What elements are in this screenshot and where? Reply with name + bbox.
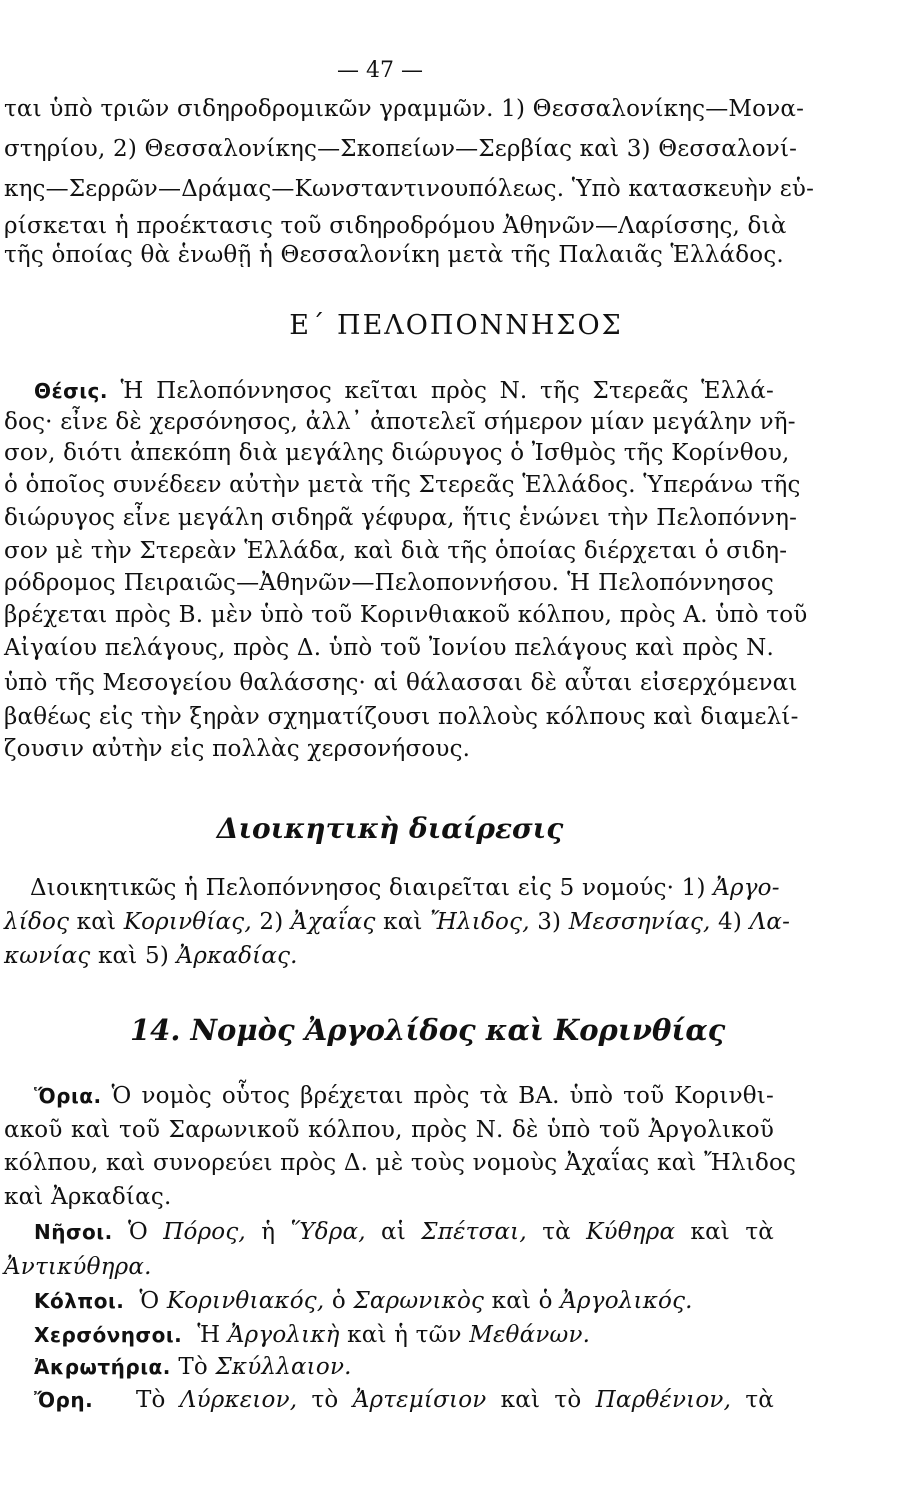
paragraph-label: Θέσις. bbox=[34, 379, 108, 403]
text-line: Αἰγαίου πελάγους, πρὸς Δ. ὑπὸ τοῦ Ἰονίου πελάγους καὶ πρὸς Ν. bbox=[4, 635, 774, 661]
text-span: Μεσσηνίας, bbox=[568, 909, 711, 935]
text-span: Ἀρκαδίας. bbox=[176, 943, 298, 969]
text-line bbox=[30, 873, 780, 903]
paragraph-label: Χερσόνησοι. bbox=[34, 1323, 183, 1347]
paragraph-label: Ὄρη. bbox=[34, 1388, 94, 1412]
text-line: ται ὑπὸ τριῶν σιδηροδρομικῶν γραμμῶν. 1) Θεσσαλονίκης—Μονα- bbox=[4, 96, 805, 122]
text-span: καὶ bbox=[69, 909, 124, 935]
text-span: Ἀργολικός. bbox=[560, 1288, 693, 1314]
text-span: Ἀντικύθηρα. bbox=[4, 1254, 152, 1280]
text-line: σον, διότι ἀπεκόπη διὰ μεγάλης διώρυγος ὁ Ἰσθμὸς τῆς Κορίνθου, bbox=[4, 440, 790, 466]
text-span: Σκύλλαιον. bbox=[215, 1354, 352, 1380]
text-span: Κορινθιακός, bbox=[166, 1288, 325, 1314]
text-line: ὁ ὁποῖος συνέδεεν αὐτὴν μετὰ τῆς Στερεᾶς Ἑλλάδος. Ὑπεράνω τῆς bbox=[4, 472, 801, 498]
text-line bbox=[4, 1385, 774, 1415]
text-span: καὶ τὰ bbox=[675, 1219, 774, 1245]
text-line: ρίσκεται ἡ προέκτασις τοῦ σιδηροδρόμου Ἀθηνῶν—Λαρίσσης, διὰ bbox=[4, 213, 787, 239]
text-span: καὶ τὸ bbox=[486, 1387, 596, 1413]
text-span: τὰ bbox=[731, 1387, 775, 1413]
text-line: ακοῦ καὶ τοῦ Σαρωνικοῦ κόλπου, πρὸς Ν. δὲ ὑπὸ τοῦ Ἀργολικοῦ bbox=[4, 1117, 774, 1143]
text-line: βρέχεται πρὸς Β. μὲν ὑπὸ τοῦ Κορινθιακοῦ κόλπου, πρὸς Α. ὑπὸ τοῦ bbox=[4, 602, 808, 628]
text-line: καὶ Ἀρκαδίας. bbox=[4, 1184, 172, 1210]
text-span: ἡ bbox=[245, 1219, 291, 1245]
nomos-title: 14. Νομὸς Ἀργολίδος καὶ Κορινθίας bbox=[130, 1013, 726, 1047]
text-span: Ἤλιδος, bbox=[430, 909, 530, 935]
text-line: κόλπου, καὶ συνορεύει πρὸς Δ. μὲ τοὺς νομοὺς Ἀχαΐας καὶ Ἤλιδος bbox=[4, 1150, 797, 1176]
text-span: Πόρος, bbox=[163, 1219, 246, 1245]
text-span: 4) bbox=[710, 909, 750, 935]
text-span: Ἀργο- bbox=[713, 875, 780, 901]
text-span: Κύθηρα bbox=[586, 1219, 676, 1245]
text-span: Ὕδρα, bbox=[290, 1219, 366, 1245]
admin-division-title: Διοικητικὴ διαίρεσις bbox=[216, 812, 564, 845]
text-span: Διοικητικῶς ἡ Πελοπόννησος διαιρεῖται εἰς 5 νομούς· 1) bbox=[30, 875, 714, 901]
text-line bbox=[4, 941, 774, 971]
text-span: Παρθένιον, bbox=[595, 1387, 732, 1413]
text-line bbox=[4, 1320, 774, 1350]
text-span: Σαρωνικὸς bbox=[353, 1288, 485, 1314]
text-span: κωνίας bbox=[4, 943, 91, 969]
text-line: τῆς ὁποίας θὰ ἑνωθῇ ἡ Θεσσαλονίκη μετὰ τῆς Παλαιᾶς Ἑλλάδος. bbox=[4, 242, 784, 268]
text-line bbox=[4, 907, 791, 937]
text-line: ρόδρομος Πειραιῶς—Ἀθηνῶν—Πελοποννήσου. Ἡ Πελοπόννησος bbox=[4, 570, 774, 596]
text-span: Ἀργολικὴ bbox=[227, 1322, 340, 1348]
text-span: τὸ bbox=[297, 1387, 353, 1413]
paragraph-label: Ὅρια. bbox=[34, 1084, 102, 1108]
text-span: Ὁ bbox=[128, 1219, 164, 1245]
text-span: Ὁ bbox=[139, 1288, 167, 1314]
text-line bbox=[4, 1286, 774, 1316]
text-span: Μεθάνων. bbox=[469, 1322, 591, 1348]
text-span: Τὸ bbox=[135, 1387, 180, 1413]
text-span: 3) bbox=[529, 909, 569, 935]
text-line: σον μὲ τὴν Στερεὰν Ἑλλάδα, καὶ διὰ τῆς ὁποίας διέρχεται ὁ σιδη- bbox=[4, 538, 788, 564]
text-line: ὑπὸ τῆς Μεσογείου θαλάσσης· αἱ θάλασσαι δὲ αὗται εἰσερχόμεναι bbox=[4, 670, 798, 696]
text-span: τὰ bbox=[526, 1219, 587, 1245]
text-line bbox=[4, 376, 774, 406]
text-line bbox=[4, 1352, 774, 1382]
text-line bbox=[4, 1081, 774, 1111]
text-line bbox=[4, 1252, 774, 1282]
text-line: ζουσιν αὐτὴν εἰς πολλὰς χερσονήσους. bbox=[4, 736, 471, 762]
page-number: — 47 — bbox=[337, 58, 423, 83]
paragraph-label: Νῆσοι. bbox=[34, 1220, 113, 1244]
text-span: καὶ 5) bbox=[90, 943, 177, 969]
text-span: καὶ ἡ τῶν bbox=[339, 1322, 470, 1348]
text-span: Ἡ Πελοπόννησος κεῖται πρὸς Ν. τῆς Στερεᾶς Ἑλλά- bbox=[120, 378, 774, 404]
text-span: Ἀχαΐας bbox=[290, 909, 376, 935]
text-span: αἱ bbox=[365, 1219, 422, 1245]
text-line: κης—Σερρῶν—Δράμας—Κωνσταντινουπόλεως. Ὑπὸ κατασκευὴν εὑ- bbox=[4, 176, 815, 202]
text-line: βαθέως εἰς τὴν ξηρὰν σχηματίζουσι πολλοὺς κόλπους καὶ διαμελί- bbox=[4, 704, 799, 730]
section-title: Ε΄ ΠΕΛΟΠΟΝΝΗΣΟΣ bbox=[289, 310, 623, 341]
text-line bbox=[4, 1217, 774, 1247]
text-span: ὁ bbox=[324, 1288, 354, 1314]
text-span: καὶ bbox=[375, 909, 431, 935]
paragraph-label: Ἀκρωτήρια. bbox=[34, 1355, 171, 1379]
text-span: Τὸ bbox=[178, 1354, 216, 1380]
text-span: Λύρκειον, bbox=[179, 1387, 298, 1413]
text-span: Ὁ νομὸς οὗτος βρέχεται πρὸς τὰ ΒΑ. ὑπὸ τοῦ Κορινθι- bbox=[111, 1083, 774, 1109]
text-span: Κορινθίας, bbox=[123, 909, 252, 935]
text-line: στηρίου, 2) Θεσσαλονίκης—Σκοπείων—Σερβίας καὶ 3) Θεσσαλονί- bbox=[4, 136, 798, 162]
text-span: Λα- bbox=[749, 909, 791, 935]
text-line: δος· εἶνε δὲ χερσόνησος, ἀλλ᾽ ἀποτελεῖ σήμερον μίαν μεγάλην νῆ- bbox=[4, 409, 796, 435]
text-span: καὶ ὁ bbox=[484, 1288, 561, 1314]
text-span: Ἡ bbox=[197, 1322, 228, 1348]
text-span: Ἀρτεμίσιον bbox=[352, 1387, 487, 1413]
text-span: 2) bbox=[251, 909, 291, 935]
paragraph-label: Κόλποι. bbox=[34, 1289, 125, 1313]
text-span: Σπέτσαι, bbox=[421, 1219, 527, 1245]
text-line: διώρυγος εἶνε μεγάλη σιδηρᾶ γέφυρα, ἥτις ἑνώνει τὴν Πελοπόννη- bbox=[4, 505, 798, 531]
text-span: λίδος bbox=[4, 909, 70, 935]
